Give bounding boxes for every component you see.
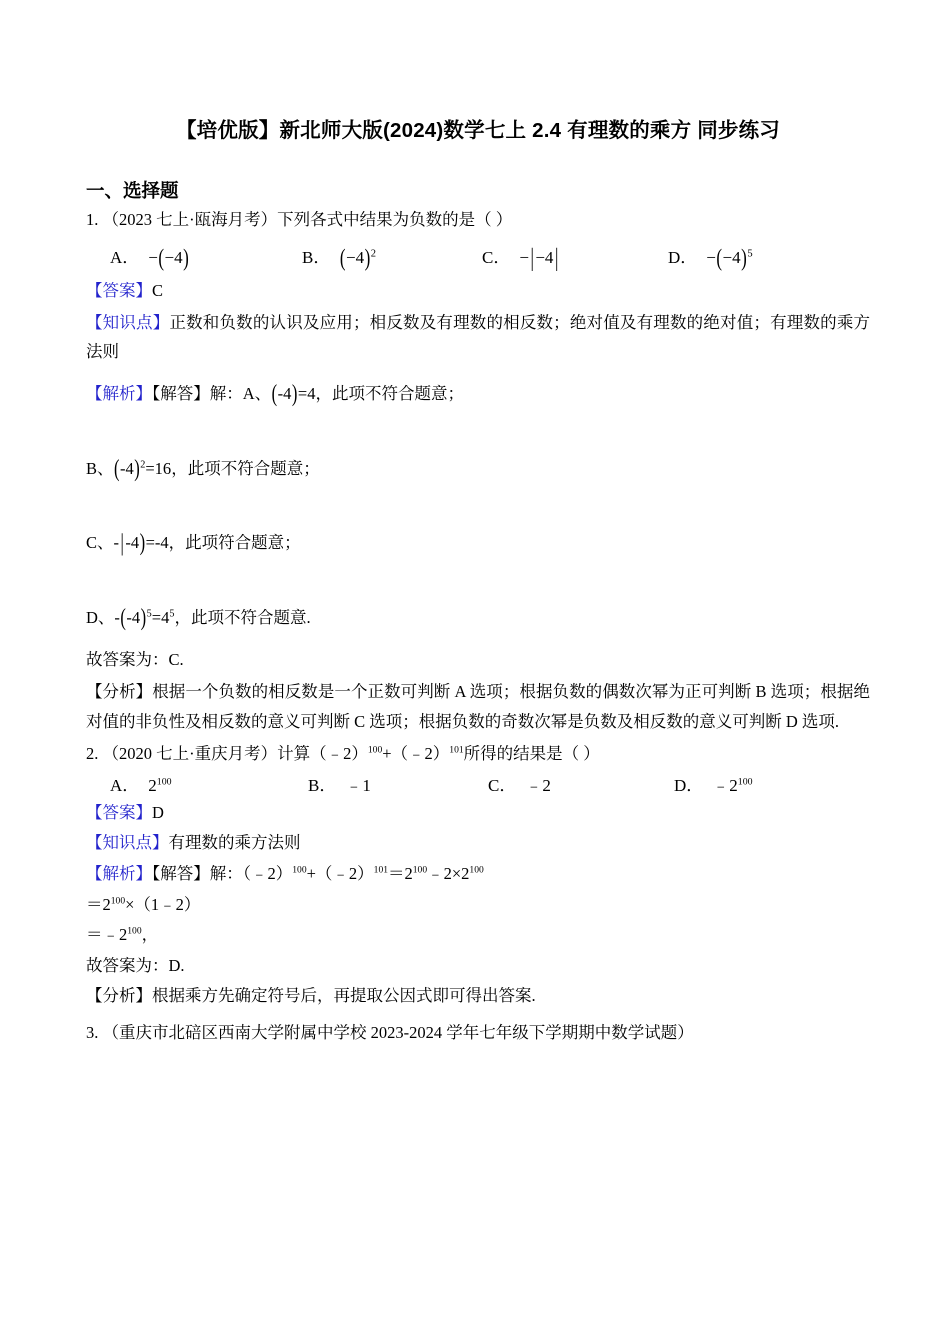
question-2-choice-d[interactable] (674, 771, 753, 796)
solution-expression: $=﹣2^{100}$， (86, 925, 159, 945)
question-2-exponent-2: 101 (449, 744, 464, 756)
question-2-solution-line-2 (86, 892, 870, 918)
question-1-choice-d[interactable] (668, 243, 753, 271)
question-2-analysis-row (86, 983, 870, 1009)
question-2-choice-a[interactable] (110, 771, 308, 796)
question-2-knowledge-row (86, 830, 870, 856)
analysis-label: 【分析】 (86, 682, 153, 702)
question-2-solution-line-1 (86, 861, 870, 887)
choice-tag: B． (308, 775, 337, 795)
choice-expression: $2^{100}$ (148, 775, 172, 795)
choice-expression: −|−4| (519, 242, 559, 272)
spacer (86, 370, 870, 382)
answer-label: 【答案】 (86, 802, 152, 822)
solution-expression: $(-4)^2=16$ (114, 453, 172, 482)
question-1-analysis-value: 根据一个负数的相反数是一个正数可判断 A 选项；根据负数的偶数次幂为正可判断 B 选项；根据绝对值的非负性及相反数的意义可判断 C 选项；根据负数的奇数次幂是负数及相反数的意义可判断 D 选项. (86, 682, 870, 731)
question-2-stem (86, 742, 870, 767)
question-1-solution-line-c (86, 528, 870, 557)
question-1-knowledge-value: 正数和负数的认识及应用；相反数及有理数的相反数；绝对值及有理数的绝对值；有理数的乘方法则 (86, 313, 871, 362)
solution-label: 【解答】 (152, 383, 210, 403)
choice-tag: D． (674, 775, 704, 795)
analysis-explain-label: 【解析】 (86, 863, 152, 883)
choice-expression: $-(-4)^5$ (706, 243, 753, 271)
question-1-analysis-row (86, 677, 870, 736)
question-1-stem (86, 208, 870, 233)
question-1-solution-line-a (86, 379, 870, 407)
question-1-choice-b[interactable] (302, 243, 482, 271)
solution-expression: $=2^{100}\times(1﹣2)$ (86, 894, 201, 914)
spacer (86, 411, 870, 457)
question-1-conclusion: 故答案为：C. (86, 649, 184, 669)
solution-label: 【解答】 (152, 863, 210, 883)
section-heading: 一、选择题 (86, 179, 179, 201)
spacer (86, 560, 870, 606)
choice-tag: C． (482, 247, 511, 267)
question-2-analysis-value: 根据乘方先确定符号后，再提取公因式即可得出答案. (152, 986, 536, 1006)
question-1-solution-line-b (86, 453, 870, 482)
knowledge-label: 【知识点】 (86, 313, 170, 333)
question-2-solution-line-3 (86, 922, 870, 948)
question-2-number: 2. (86, 744, 99, 764)
question-2-source: （2020 七上·重庆月考） (102, 744, 278, 764)
answer-label: 【答案】 (86, 280, 152, 300)
solution-expression: 解：$(﹣2)^{100}+(﹣2)^{101}=2^{100}﹣2\times 2^{100}$ (209, 863, 484, 883)
choice-tag: C． (488, 775, 517, 795)
question-2-text-c: 所得的结果是（ ） (463, 744, 600, 764)
question-2-knowledge-value: 有理数的乘方法则 (168, 833, 301, 853)
choice-expression: ﹣2 (525, 775, 551, 795)
page-title: 【培优版】新北师大版(2024)数学七上 2.4 有理数的乘方 同步练习 (175, 119, 781, 142)
choice-tag: B． (302, 247, 331, 267)
choice-expression: −(−4) (148, 243, 189, 271)
solution-comment: ，此项符合题意； (168, 533, 301, 553)
question-2-choice-b[interactable] (308, 771, 488, 796)
question-2-text-a: 计算（﹣2） (277, 744, 368, 764)
question-1-source: （2023 七上·瓯海月考） (102, 209, 278, 229)
solution-comment: ，此项不符合题意. (174, 608, 311, 628)
choice-tag: A． (110, 775, 140, 795)
question-1-knowledge-row (86, 308, 870, 367)
question-1-text: 下列各式中结果为负数的是（ ） (277, 209, 513, 229)
question-2-conclusion: 故答案为：D. (86, 955, 185, 975)
knowledge-label: 【知识点】 (86, 833, 169, 853)
question-2-choices (86, 771, 870, 796)
solution-expression: $-(-4)^5=4^5$ (114, 603, 175, 631)
question-1-answer-row (86, 278, 870, 304)
question-2-exponent-1: 100 (367, 744, 383, 756)
choice-tag: A． (110, 247, 140, 267)
question-2-text-b: +（﹣2） (382, 744, 450, 764)
spacer (86, 485, 870, 531)
choice-tag: D． (668, 247, 698, 267)
question-1-choices (86, 242, 870, 272)
question-2-choice-c[interactable] (488, 771, 674, 796)
analysis-explain-label: 【解析】 (86, 383, 152, 403)
choice-expression: $(-4)^2$ (339, 243, 377, 271)
choice-expression: $﹣2^{100}$ (712, 775, 753, 795)
step-tag: D、 (86, 608, 115, 628)
solution-expression: 解：A、(-4)=4 (209, 379, 316, 407)
question-1-solution-line-d (86, 603, 870, 631)
solution-expression: -|-4)=-4 (113, 528, 169, 557)
step-tag: C、 (86, 533, 114, 553)
question-3-stem (86, 1021, 870, 1046)
question-2-answer-row (86, 800, 870, 826)
spacer (86, 635, 870, 647)
question-3-number: 3. (86, 1022, 99, 1042)
analysis-label: 【分析】 (86, 986, 152, 1006)
question-3-source: （重庆市北碚区西南大学附属中学校 2023-2024 学年七年级下学期期中数学试题） (102, 1022, 694, 1042)
question-1-number: 1. (86, 209, 99, 229)
solution-comment: ，此项不符合题意； (171, 458, 320, 478)
solution-comment: ，此项不符合题意； (315, 383, 464, 403)
choice-expression: ﹣1 (345, 775, 371, 795)
step-tag: B、 (86, 458, 114, 478)
question-1-answer-value: C (152, 280, 164, 300)
question-1-choice-c[interactable] (482, 242, 668, 272)
question-1-choice-a[interactable] (110, 243, 302, 271)
question-2-answer-value: D (152, 802, 164, 822)
